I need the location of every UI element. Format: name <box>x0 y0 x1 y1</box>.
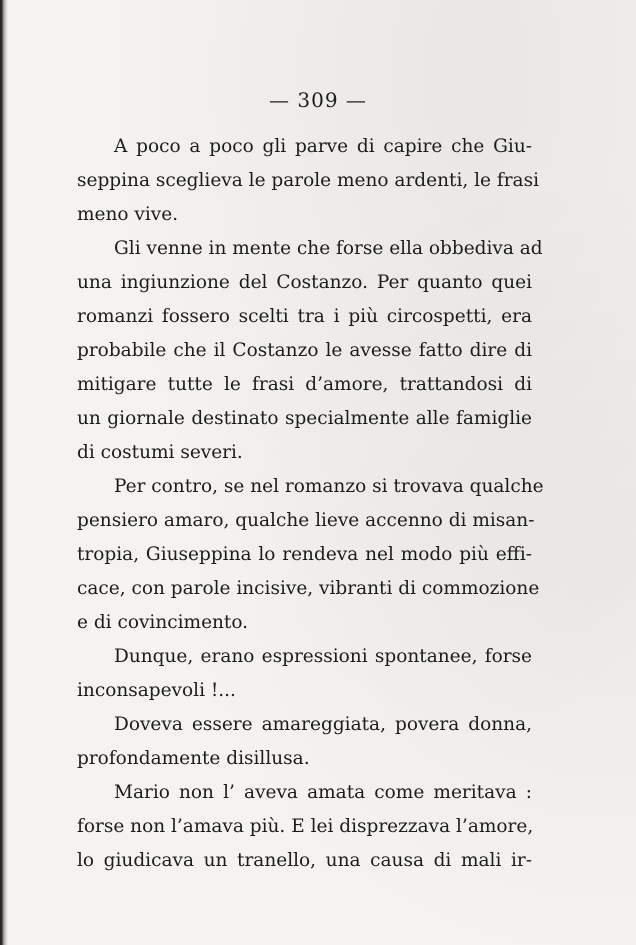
text-line: Dunque, erano espressioni spontanee, forse <box>114 646 532 667</box>
text-line: una ingiunzione del Costanzo. Per quanto quei <box>77 272 532 293</box>
text-line: Doveva essere amareggiata, povera donna, <box>114 714 532 735</box>
paragraph <box>77 708 532 776</box>
page-number: — 309 — <box>269 88 367 112</box>
text-line: tropia, Giuseppina lo rendeva nel modo più effi- <box>77 544 532 565</box>
text-line: seppina sceglieva le parole meno ardenti, le frasi <box>77 170 539 191</box>
text-line: forse non l’amava più. E lei disprezzava l’amore, <box>77 816 534 837</box>
text-line: inconsapevoli !... <box>77 680 236 701</box>
text-line: profondamente disillusa. <box>77 748 310 769</box>
text-line: mitigare tutte le frasi d’amore, trattandosi di <box>77 374 532 395</box>
text-line: romanzi fossero scelti tra i più circospetti, era <box>77 306 532 327</box>
body-text <box>77 130 544 878</box>
text-line: Per contro, se nel romanzo si trovava qualche <box>114 476 544 497</box>
text-line: e di covincimento. <box>77 612 249 633</box>
text-line: Gli venne in mente che forse ella obbediva ad <box>114 238 543 259</box>
text-line: Mario non l’ aveva amata come meritava : <box>114 782 532 803</box>
paragraph <box>77 776 532 878</box>
paragraph <box>77 232 543 470</box>
text-line: meno vive. <box>77 204 179 225</box>
text-line: di costumi severi. <box>77 442 243 463</box>
text-line: probabile che il Costanzo le avesse fatto dire di <box>77 340 532 361</box>
page-binding-edge <box>0 0 8 945</box>
text-line: pensiero amaro, qualche lieve accenno di misan- <box>77 510 535 531</box>
paragraph <box>77 640 532 708</box>
text-line: A poco a poco gli parve di capire che Giu- <box>114 136 532 157</box>
text-line: lo giudicava un tranello, una causa di mali ir- <box>77 850 532 871</box>
paragraph <box>77 470 544 640</box>
paragraph <box>77 130 539 232</box>
text-line: cace, con parole incisive, vibranti di commozione <box>77 578 540 599</box>
text-line: un giornale destinato specialmente alle famiglie <box>77 408 532 429</box>
